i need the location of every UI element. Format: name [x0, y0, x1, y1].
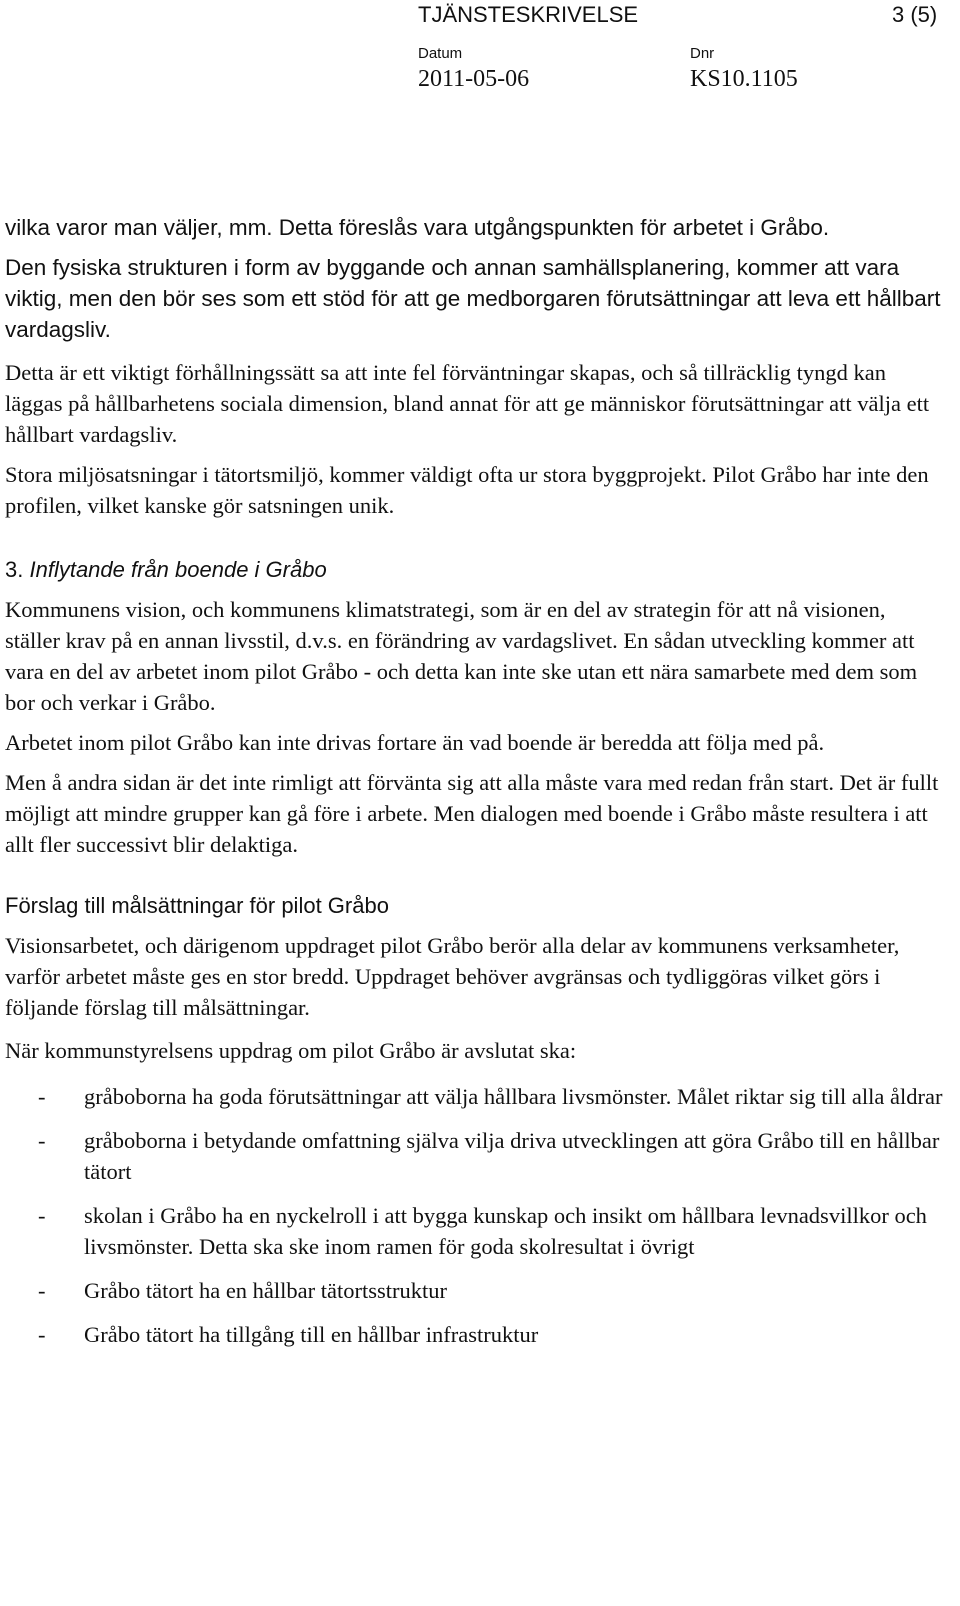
list-item — [5, 1081, 945, 1112]
list-item — [5, 1125, 945, 1187]
goals-list — [5, 1081, 945, 1350]
list-item — [5, 1200, 945, 1262]
date-label: Datum — [418, 45, 463, 62]
list-bullet: - — [38, 1322, 46, 1347]
list-item-text: gråboborna i betydande omfattning själva vilja driva utvecklingen att göra Gråbo till en hållbar tätort — [84, 1128, 940, 1184]
page-header — [0, 0, 960, 100]
paragraph-5: Kommunens vision, och kommunens klimatstrategi, som är en del av strategin för att nå visionen, ställer krav på en annan livsstil, d.v.s. en förändring av vardagslivet. En sådan utveckling kommer att vara en del av arbetet inom pilot Gråbo - och detta kan inte ske utan ett nära samarbete med dem som bor och verkar i Gråbo. — [5, 597, 918, 715]
goals-heading: Förslag till målsättningar för pilot Gråbo — [5, 893, 389, 918]
paragraph-9: När kommunstyrelsens uppdrag om pilot Gråbo är avslutat ska: — [5, 1038, 577, 1063]
paragraph-7: Men å andra sidan är det inte rimligt att förvänta sig att alla måste vara med redan från start. Det är fullt möjligt att mindre grupper kan gå före i arbete. Men dialogen med boende i Gråbo måste resultera i att allt fler successivt blir delaktiga. — [5, 770, 939, 857]
list-bullet: - — [38, 1203, 46, 1228]
list-bullet: - — [38, 1084, 46, 1109]
paragraph-8: Visionsarbetet, och därigenom uppdraget pilot Gråbo berör alla delar av kommunens verksamheter, varför arbetet måste ges en stor bredd. Uppdraget behöver avgränsas och tydliggöras vilket görs i följande förslag till målsättningar. — [5, 933, 900, 1020]
list-bullet: - — [38, 1278, 46, 1303]
list-item-text: Gråbo tätort ha en hållbar tätortsstruktur — [84, 1278, 448, 1303]
list-item — [5, 1319, 945, 1350]
date-value: 2011-05-06 — [418, 66, 530, 92]
paragraph-3: Detta är ett viktigt förhållningssätt sa att inte fel förväntningar skapas, och så tillräcklig tyngd kan läggas på hållbarhetens sociala dimension, bland annat för att ge människor förutsättningar att välja ett hållbart vardagsliv. — [5, 360, 930, 447]
paragraph-1: vilka varor man väljer, mm. Detta föreslås vara utgångspunkten för arbetet i Gråbo. — [5, 215, 830, 240]
paragraph-4: Stora miljösatsningar i tätortsmiljö, kommer väldigt ofta ur stora byggprojekt. Pilot Gråbo har inte den profilen, vilket kanske gör satsningen unik. — [5, 462, 929, 518]
list-item-text: Gråbo tätort ha tillgång till en hållbar infrastruktur — [84, 1322, 539, 1347]
list-bullet: - — [38, 1128, 46, 1153]
section-number: 3. — [5, 557, 24, 582]
document-type: TJÄNSTESKRIVELSE — [418, 2, 639, 27]
list-item — [5, 1275, 945, 1306]
list-item-text: skolan i Gråbo ha en nyckelroll i att bygga kunskap och insikt om hållbara levnadsvillkor och livsmönster. Detta ska ske inom ramen för goda skolresultat i övrigt — [84, 1203, 927, 1259]
dnr-value: KS10.1105 — [690, 66, 798, 92]
document-body — [5, 212, 945, 1363]
paragraph-2: Den fysiska strukturen i form av byggande och annan samhällsplanering, kommer att vara viktig, men den bör ses som ett stöd för att ge medborgaren förutsättningar att leva ett hållbart vardagsliv. — [5, 255, 941, 342]
list-item-text: gråboborna ha goda förutsättningar att välja hållbara livsmönster. Målet riktar sig till alla åldrar — [84, 1084, 943, 1109]
paragraph-6: Arbetet inom pilot Gråbo kan inte drivas fortare än vad boende är beredda att följa med på. — [5, 730, 825, 755]
section-heading — [5, 554, 945, 585]
page-number: 3 (5) — [892, 2, 938, 27]
section-title: Inflytande från boende i Gråbo — [29, 557, 327, 582]
dnr-label: Dnr — [690, 45, 715, 62]
